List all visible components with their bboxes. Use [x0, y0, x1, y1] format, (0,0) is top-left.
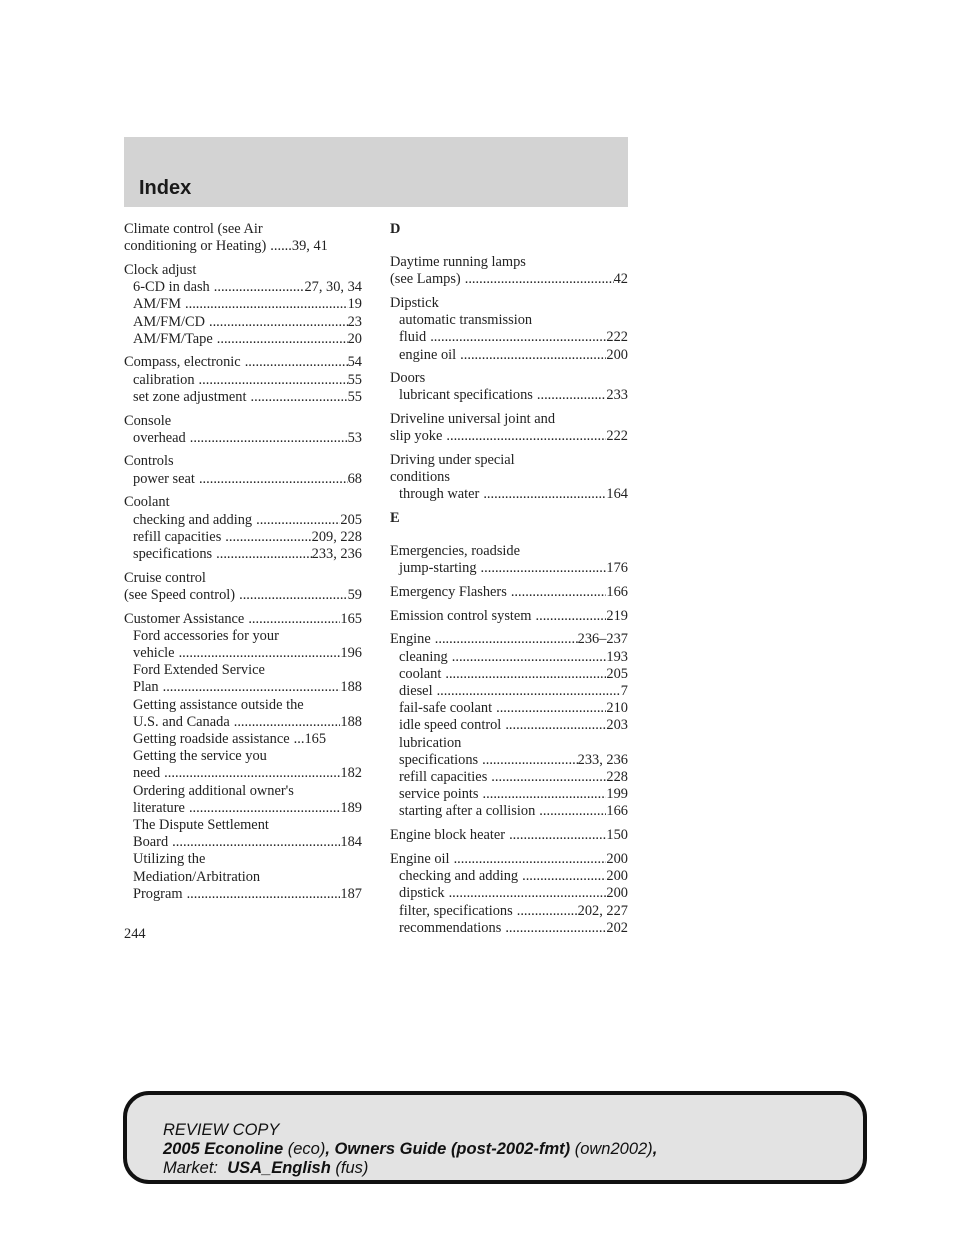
- index-subentry: [390, 666, 628, 683]
- index-page-ref: 182: [340, 765, 362, 782]
- index-subentry: [124, 886, 362, 903]
- dot-leader: [460, 347, 606, 364]
- index-term: [390, 271, 628, 288]
- footer-market-code: (fus): [330, 1159, 369, 1177]
- index-term-text: through water: [399, 486, 480, 503]
- index-page-ref: 166: [606, 803, 628, 820]
- index-term-text: Engine block heater: [390, 827, 506, 844]
- dot-leader: [536, 608, 607, 625]
- index-entry: [124, 354, 362, 406]
- dot-leader: [483, 486, 606, 503]
- index-term-text: AM/FM: [133, 296, 181, 313]
- index-page-ref: 19: [347, 296, 362, 313]
- index-page-ref: 233: [606, 387, 628, 404]
- index-term-text: Daytime running lamps: [390, 254, 526, 270]
- dot-leader: [187, 886, 341, 903]
- index-page-ref: 54: [347, 354, 362, 371]
- index-page-ref: 150: [606, 827, 628, 844]
- dot-leader: [189, 800, 340, 817]
- dot-leader: [465, 271, 614, 288]
- index-subentry: [390, 717, 628, 734]
- index-subentry: [390, 752, 628, 769]
- index-term: [390, 452, 628, 469]
- index-column-left: [124, 221, 362, 910]
- dot-leader: [505, 920, 606, 937]
- index-column-right: [390, 221, 628, 943]
- index-term-text: Doors: [390, 370, 426, 387]
- index-subentry: [124, 546, 362, 563]
- index-subentry: [390, 486, 628, 503]
- dot-leader: [209, 314, 348, 331]
- dot-leader: [190, 430, 348, 447]
- index-term-text: Program: [133, 885, 183, 902]
- index-term: [124, 238, 362, 255]
- index-subentry: [390, 560, 628, 577]
- footer-text: [163, 1121, 657, 1178]
- footer-document-line: [163, 1140, 657, 1159]
- index-subentry: [390, 329, 628, 346]
- index-term-text: 6-CD in dash: [133, 279, 210, 296]
- index-term-text: vehicle: [133, 644, 175, 661]
- dot-leader: [505, 717, 606, 734]
- dot-leader: [248, 611, 340, 628]
- index-term-text: Getting roadside assistance: [133, 730, 290, 747]
- dot-leader: [437, 683, 621, 700]
- index-page-ref: 203: [606, 717, 628, 734]
- dot-leader: [483, 786, 607, 803]
- index-term-text: checking and adding: [399, 868, 519, 885]
- index-term: [124, 587, 362, 604]
- index-entry: [390, 543, 628, 577]
- index-term-text: literature: [133, 799, 185, 816]
- index-page-ref: 20: [347, 330, 362, 347]
- review-copy-footer: [123, 1091, 867, 1184]
- index-term: [390, 370, 628, 387]
- index-subentry: [124, 834, 362, 851]
- index-page-ref: 193: [606, 648, 628, 665]
- index-page-ref: 205: [340, 511, 362, 528]
- dot-leader: [245, 354, 348, 371]
- index-entry: [124, 413, 362, 447]
- index-page-ref: 176: [606, 560, 628, 577]
- index-subentry: [124, 471, 362, 488]
- index-entry: [124, 221, 362, 255]
- dot-leader: [294, 731, 305, 748]
- index-term-text: recommendations: [399, 919, 502, 936]
- index-entry: [390, 827, 628, 844]
- index-term: [390, 851, 628, 868]
- index-term-text: Clock adjust: [124, 261, 197, 278]
- index-page-ref: 200: [606, 850, 628, 867]
- index-subentry: [124, 662, 362, 679]
- index-term: [390, 428, 628, 445]
- footer-model: 2005 Econoline: [163, 1140, 284, 1158]
- dot-leader: [491, 769, 606, 786]
- index-term: [390, 608, 628, 625]
- index-subentry: [124, 314, 362, 331]
- dot-leader: [164, 765, 340, 782]
- index-page-ref: 42: [613, 271, 628, 288]
- index-term-text: lubricant specifications: [399, 387, 533, 404]
- index-subentry: [390, 735, 628, 752]
- index-subentry: [390, 786, 628, 803]
- index-term-text: (see Speed control): [124, 586, 236, 603]
- footer-market: USA_English: [227, 1159, 331, 1177]
- footer-model-code: (eco): [283, 1140, 326, 1158]
- index-term-text: overhead: [133, 429, 186, 446]
- index-page-ref: 200: [606, 885, 628, 902]
- index-term-text: idle speed control: [399, 717, 502, 734]
- index-subentry: [124, 869, 362, 886]
- index-term: [124, 262, 362, 279]
- index-page-ref: 210: [606, 700, 628, 717]
- index-term: [124, 354, 362, 371]
- index-term: [124, 570, 362, 587]
- index-subentry: [124, 731, 362, 748]
- index-entry: [390, 631, 628, 820]
- footer-guide-separator: ,: [325, 1140, 335, 1158]
- index-subentry: [124, 296, 362, 313]
- index-term-text: Engine oil: [390, 850, 450, 867]
- index-subentry: [390, 347, 628, 364]
- index-term-text: jump-starting: [399, 560, 477, 577]
- index-subentry: [124, 529, 362, 546]
- index-entry: [124, 262, 362, 348]
- index-entry: [124, 494, 362, 563]
- index-term-text: specifications: [399, 751, 479, 768]
- index-page-ref: 55: [347, 388, 362, 405]
- index-entry: [390, 584, 628, 601]
- index-term-text: lubrication: [399, 734, 462, 751]
- index-term-text: diesel: [399, 683, 433, 700]
- index-term-text: Board: [133, 834, 169, 851]
- index-subentry: [124, 800, 362, 817]
- index-page-ref: 196: [340, 644, 362, 661]
- index-term: [390, 584, 628, 601]
- index-term-text: starting after a collision: [399, 803, 536, 820]
- index-term-text: Console: [124, 412, 172, 429]
- index-subentry: [124, 748, 362, 765]
- index-subentry: [390, 312, 628, 329]
- index-subentry: [390, 649, 628, 666]
- index-term-text: engine oil: [399, 346, 457, 363]
- index-page-ref: 188: [340, 679, 362, 696]
- index-term-text: service points: [399, 786, 479, 803]
- index-term-text: Utilizing the: [133, 851, 206, 868]
- index-entry: [124, 570, 362, 604]
- index-term-text: specifications: [133, 545, 213, 562]
- index-term-text: power seat: [133, 470, 195, 487]
- index-term: [124, 453, 362, 470]
- index-page-ref: 184: [340, 834, 362, 851]
- index-term-text: U.S. and Canada: [133, 713, 230, 730]
- page-number: 244: [124, 926, 146, 942]
- index-term-text: coolant: [399, 665, 442, 682]
- index-term-text: dipstick: [399, 885, 445, 902]
- index-subentry: [390, 683, 628, 700]
- index-term-text: Plan: [133, 679, 159, 696]
- index-term-text: fail-safe coolant: [399, 700, 493, 717]
- index-entry: [390, 851, 628, 937]
- index-page-ref: 23: [347, 313, 362, 330]
- footer-market-label: Market:: [163, 1159, 219, 1177]
- index-page-ref: 222: [606, 428, 628, 445]
- index-term: [390, 254, 628, 271]
- index-subentry: [124, 697, 362, 714]
- index-page-ref: 200: [606, 868, 628, 885]
- index-page-ref: 7: [620, 683, 628, 700]
- index-page-ref: 165: [304, 730, 327, 747]
- index-term: [124, 221, 362, 238]
- index-subentry: [124, 817, 362, 834]
- dot-leader: [179, 645, 341, 662]
- page-title: Index: [139, 177, 192, 199]
- index-subentry: [124, 389, 362, 406]
- index-page-ref: 166: [606, 584, 628, 601]
- index-subentry: [124, 628, 362, 645]
- index-term-text: Driving under special: [390, 452, 515, 469]
- index-term: [390, 411, 628, 428]
- index-term-text: conditions: [390, 469, 450, 486]
- index-page-ref: 202: [606, 919, 628, 936]
- index-page-ref: 228: [606, 769, 628, 786]
- index-term-text: cleaning: [399, 648, 448, 665]
- index-term: [390, 543, 628, 560]
- index-term-text: Compass, electronic: [124, 354, 241, 371]
- index-subentry: [124, 645, 362, 662]
- index-page-ref: 165: [340, 610, 362, 627]
- index-term-text: calibration: [133, 371, 195, 388]
- dot-leader: [234, 714, 341, 731]
- index-page-ref: 222: [606, 329, 628, 346]
- index-term-text: set zone adjustment: [133, 388, 247, 405]
- dot-leader: [430, 329, 606, 346]
- index-letter-heading: D: [390, 221, 401, 237]
- index-page-ref: 233, 236: [577, 751, 628, 768]
- index-page-ref: 187: [340, 885, 362, 902]
- index-page-ref: 199: [606, 786, 628, 803]
- index-term-text: Ford Extended Service: [133, 662, 265, 679]
- dot-leader: [452, 649, 607, 666]
- dot-leader: [537, 387, 607, 404]
- index-term: [124, 611, 362, 628]
- dot-leader: [225, 529, 311, 546]
- dot-leader: [172, 834, 340, 851]
- dot-leader: [517, 903, 578, 920]
- index-term-text: The Dispute Settlement: [133, 817, 269, 833]
- index-term-text: Dipstick: [390, 294, 439, 311]
- index-term-text: Getting the service you: [133, 748, 267, 765]
- dot-leader: [435, 631, 578, 648]
- index-page-ref: 219: [606, 607, 628, 624]
- index-subentry: [390, 769, 628, 786]
- index-term: [390, 469, 628, 486]
- dot-leader: [481, 560, 607, 577]
- index-page-ref: 53: [347, 429, 362, 446]
- index-term-text: Climate control (see Air: [124, 221, 263, 237]
- dot-leader: [449, 885, 607, 902]
- index-page-ref: 164: [606, 486, 628, 503]
- index-subentry: [124, 714, 362, 731]
- index-page-ref: 205: [606, 665, 628, 682]
- index-term: [124, 494, 362, 511]
- index-term: [124, 413, 362, 430]
- index-entry: [390, 254, 628, 288]
- index-subentry: [390, 868, 628, 885]
- index-subentry: [124, 679, 362, 696]
- dot-leader: [454, 851, 607, 868]
- index-term-text: Ordering additional owner's: [133, 782, 294, 799]
- dot-leader: [509, 827, 606, 844]
- index-subentry: [390, 700, 628, 717]
- dot-leader: [199, 372, 348, 389]
- index-subentry: [124, 783, 362, 800]
- index-term-text: Getting assistance outside the: [133, 696, 304, 713]
- index-entry: [390, 452, 628, 504]
- dot-leader: [214, 279, 305, 296]
- index-term-text: AM/FM/CD: [133, 313, 205, 330]
- index-term-text: conditioning or Heating): [124, 238, 267, 255]
- header-band: [124, 137, 628, 207]
- dot-leader: [496, 700, 606, 717]
- index-entry: [390, 370, 628, 404]
- index-subentry: [124, 430, 362, 447]
- index-term-text: Coolant: [124, 494, 170, 511]
- dot-leader: [199, 471, 348, 488]
- index-entry: [390, 411, 628, 445]
- dot-leader: [270, 238, 292, 255]
- index-subentry: [124, 279, 362, 296]
- footer-trailing-comma: ,: [652, 1140, 658, 1158]
- index-term-text: Mediation/Arbitration: [133, 868, 261, 885]
- footer-guide: Owners Guide (post-2002-fmt): [334, 1140, 571, 1158]
- footer-review-copy: REVIEW COPY: [163, 1121, 280, 1139]
- index-term-text: refill capacities: [133, 528, 222, 545]
- index-page-ref: 189: [340, 799, 362, 816]
- index-term: [390, 295, 628, 312]
- dot-leader: [163, 679, 341, 696]
- index-term-text: need: [133, 765, 161, 782]
- dot-leader: [482, 752, 578, 769]
- index-page-ref: 200: [606, 346, 628, 363]
- index-term-text: Engine: [390, 631, 431, 648]
- index-page-ref: 188: [340, 713, 362, 730]
- index-term-text: Controls: [124, 453, 174, 470]
- index-page-ref: 236–237: [577, 631, 628, 648]
- index-term-text: refill capacities: [399, 769, 488, 786]
- index-letter-heading: E: [390, 510, 400, 527]
- index-term-text: Ford accessories for your: [133, 627, 279, 644]
- dot-leader: [539, 803, 606, 820]
- index-subentry: [390, 920, 628, 937]
- index-subentry: [124, 372, 362, 389]
- index-term-text: checking and adding: [133, 511, 253, 528]
- index-entry: [124, 453, 362, 487]
- index-page-ref: 39, 41: [291, 238, 328, 255]
- index-term-text: Emergency Flashers: [390, 584, 507, 601]
- dot-leader: [256, 512, 340, 529]
- dot-leader: [251, 389, 348, 406]
- index-term: [390, 631, 628, 648]
- index-subentry: [124, 331, 362, 348]
- index-entry: [390, 608, 628, 625]
- dot-leader: [445, 666, 606, 683]
- dot-leader: [185, 296, 348, 313]
- index-term-text: automatic transmission: [399, 312, 533, 329]
- dot-leader: [511, 584, 607, 601]
- index-entry: [124, 611, 362, 903]
- index-page-ref: 233, 236: [311, 545, 362, 562]
- dot-leader: [216, 546, 312, 563]
- index-term-text: (see Lamps): [390, 271, 461, 288]
- dot-leader: [446, 428, 606, 445]
- footer-market-line: [163, 1159, 657, 1178]
- index-subentry: [124, 765, 362, 782]
- index-term-text: fluid: [399, 329, 427, 346]
- index-page-ref: 68: [347, 470, 362, 487]
- index-term-text: Customer Assistance: [124, 610, 245, 627]
- index-term: [390, 827, 628, 844]
- dot-leader: [522, 868, 606, 885]
- dot-leader: [239, 587, 348, 604]
- index-subentry: [390, 387, 628, 404]
- index-term-text: Emergencies, roadside: [390, 543, 521, 560]
- index-term-text: filter, specifications: [399, 902, 513, 919]
- index-term-text: Cruise control: [124, 569, 206, 586]
- index-subentry: [124, 851, 362, 868]
- index-page-ref: 59: [347, 586, 362, 603]
- index-entry: [390, 295, 628, 364]
- dot-leader: [217, 331, 348, 348]
- index-page-ref: 27, 30, 34: [304, 279, 362, 296]
- index-page-ref: 209, 228: [311, 528, 362, 545]
- index-subentry: [390, 903, 628, 920]
- index-subentry: [124, 512, 362, 529]
- index-page-ref: 202, 227: [577, 902, 628, 919]
- footer-guide-code: (own2002): [570, 1140, 653, 1158]
- index-term-text: slip yoke: [390, 428, 443, 445]
- index-term-text: Driveline universal joint and: [390, 411, 556, 428]
- index-subentry: [390, 803, 628, 820]
- index-subentry: [390, 885, 628, 902]
- index-page-ref: 55: [347, 371, 362, 388]
- index-term-text: Emission control system: [390, 607, 532, 624]
- index-term-text: AM/FM/Tape: [133, 330, 213, 347]
